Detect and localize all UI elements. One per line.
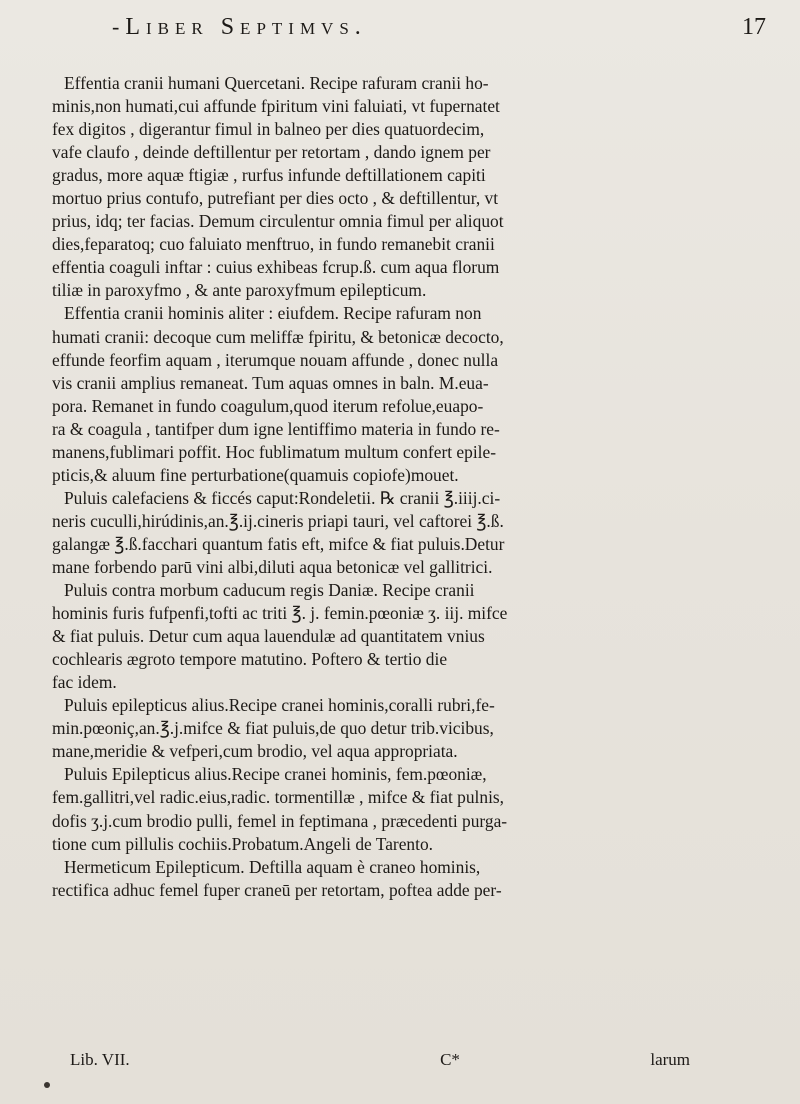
text-line: ra & coagula , tantifper dum igne lentiffimo materia in fundo re- (52, 418, 500, 439)
text-line: min.pœoniç,an.℥.j.mifce & fiat puluis,de quo detur trib.vicibus, (52, 718, 494, 739)
text-line: humati cranii: decoque cum meliffæ fpiritu, & betonicæ decocto, (52, 326, 504, 347)
paragraph (52, 72, 778, 302)
text-line: Puluis calefaciens & ficcés caput:Rondeletii. ℞ cranii ℥.iiij.ci- (64, 487, 501, 508)
text-line: mortuo prius contufo, putrefiant per dies octo , & deftillentur, vt (52, 188, 499, 209)
header-dash: - (112, 14, 120, 39)
text-line: Effentia cranii humani Quercetani. Recipe rafuram cranii ho- (64, 73, 489, 93)
text-line: & fiat puluis. Detur cum aqua lauendulæ ad quantitatem vnius (52, 626, 485, 647)
text-line: cochlearis ægroto tempore matutino. Poftero & tertio die (52, 649, 448, 670)
signature-mark: C* (440, 1050, 460, 1069)
text-line: vafe claufo , deinde deftillentur per retortam , dando ignem per (52, 142, 491, 163)
book-marker: Lib. VII. (70, 1050, 130, 1069)
text-line: tione cum pillulis cochiis.Probatum.Angeli de Tarento. (52, 833, 433, 854)
text-line: Puluis contra morbum caducum regis Daniæ. Recipe cranii (64, 580, 475, 601)
paragraph (52, 579, 778, 694)
text-line: rectifica adhuc femel fuper craneū per retortam, poftea adde per- (52, 879, 502, 900)
text-line: hominis furis fufpenfi,tofti ac triti ℥. j. femin.pœoniæ ʒ. iij. mifce (52, 603, 508, 624)
page-header (40, 14, 770, 50)
text-line: manens,fublimari poffit. Hoc fublimatum multum confert epile- (52, 441, 496, 462)
text-line: dies,feparatoq; cuo faluiato menftruo, in fundo remanebit cranii (52, 234, 495, 255)
text-line: neris cuculli,hirúdinis,an.℥.ij.cineris priapi tauri, vel caftorei ℥.ß. (52, 510, 504, 531)
body-text (52, 72, 778, 902)
text-line: Hermeticum Epilepticum. Deftilla aquam è craneo hominis, (64, 856, 481, 877)
text-line: galangæ ℥.ß.facchari quantum fatis eft, mifce & fiat puluis.Detur (52, 533, 505, 554)
text-line: dofis ʒ.j.cum brodio pulli, femel in feptimana , præcedenti purga- (52, 810, 508, 831)
text-line: prius, idq; ter facias. Demum circulentur omnia fimul per aliquot (52, 211, 504, 232)
running-title: Liber Septimvs. (125, 14, 367, 40)
text-line: effentia coaguli inftar : cuius exhibeas fcrup.ß. cum aqua florum (52, 257, 500, 278)
text-line: mane,meridie & vefperi,cum brodio, vel aqua appropriata. (52, 741, 458, 762)
text-line: mane forbendo parū vini albi,diluti aqua betonicæ vel gallitrici. (52, 556, 493, 577)
text-line: minis,non humati,cui affunde fpiritum vini faluiati, vt fupernatet (52, 96, 500, 117)
paragraph (52, 487, 778, 579)
text-line: fem.gallitri,vel radic.eius,radic. tormentillæ , mifce & fiat pulnis, (52, 787, 505, 808)
paragraph (52, 856, 778, 902)
text-line: gradus, more aquæ ftigiæ , rurfus infunde deftillationem capiti (52, 165, 486, 186)
text-line: effunde feorfim aquam , iterumque nouam affunde , donec nulla (52, 349, 499, 370)
text-line: Puluis Epilepticus alius.Recipe cranei hominis, fem.pœoniæ, (64, 764, 487, 785)
text-line: tiliæ in paroxyfmo , & ante paroxyfmum epilepticum. (52, 280, 427, 301)
text-line: fex digitos , digerantur fimul in balneo per dies quatuordecim, (52, 119, 485, 140)
text-line: pora. Remanet in fundo coagulum,quod iterum refolue,euapo- (52, 395, 484, 416)
text-line: pticis,& aluum fine perturbatione(quamuis copiofe)mouet. (52, 464, 459, 485)
page-number: 17 (742, 14, 766, 40)
text-line: fac idem. (52, 672, 117, 693)
text-line: Effentia cranii hominis aliter : eiufdem. Recipe rafuram non (64, 303, 482, 324)
paragraph (52, 763, 778, 855)
ink-blot (44, 1082, 50, 1088)
text-line: Puluis epilepticus alius.Recipe cranei hominis,coralli rubri,fe- (64, 695, 495, 716)
paragraph (52, 302, 778, 486)
catchword: larum (650, 1050, 690, 1069)
paragraph (52, 694, 778, 763)
page-footer (70, 1050, 730, 1078)
text-line: vis cranii amplius remaneat. Tum aquas omnes in baln. M.eua- (52, 372, 489, 393)
